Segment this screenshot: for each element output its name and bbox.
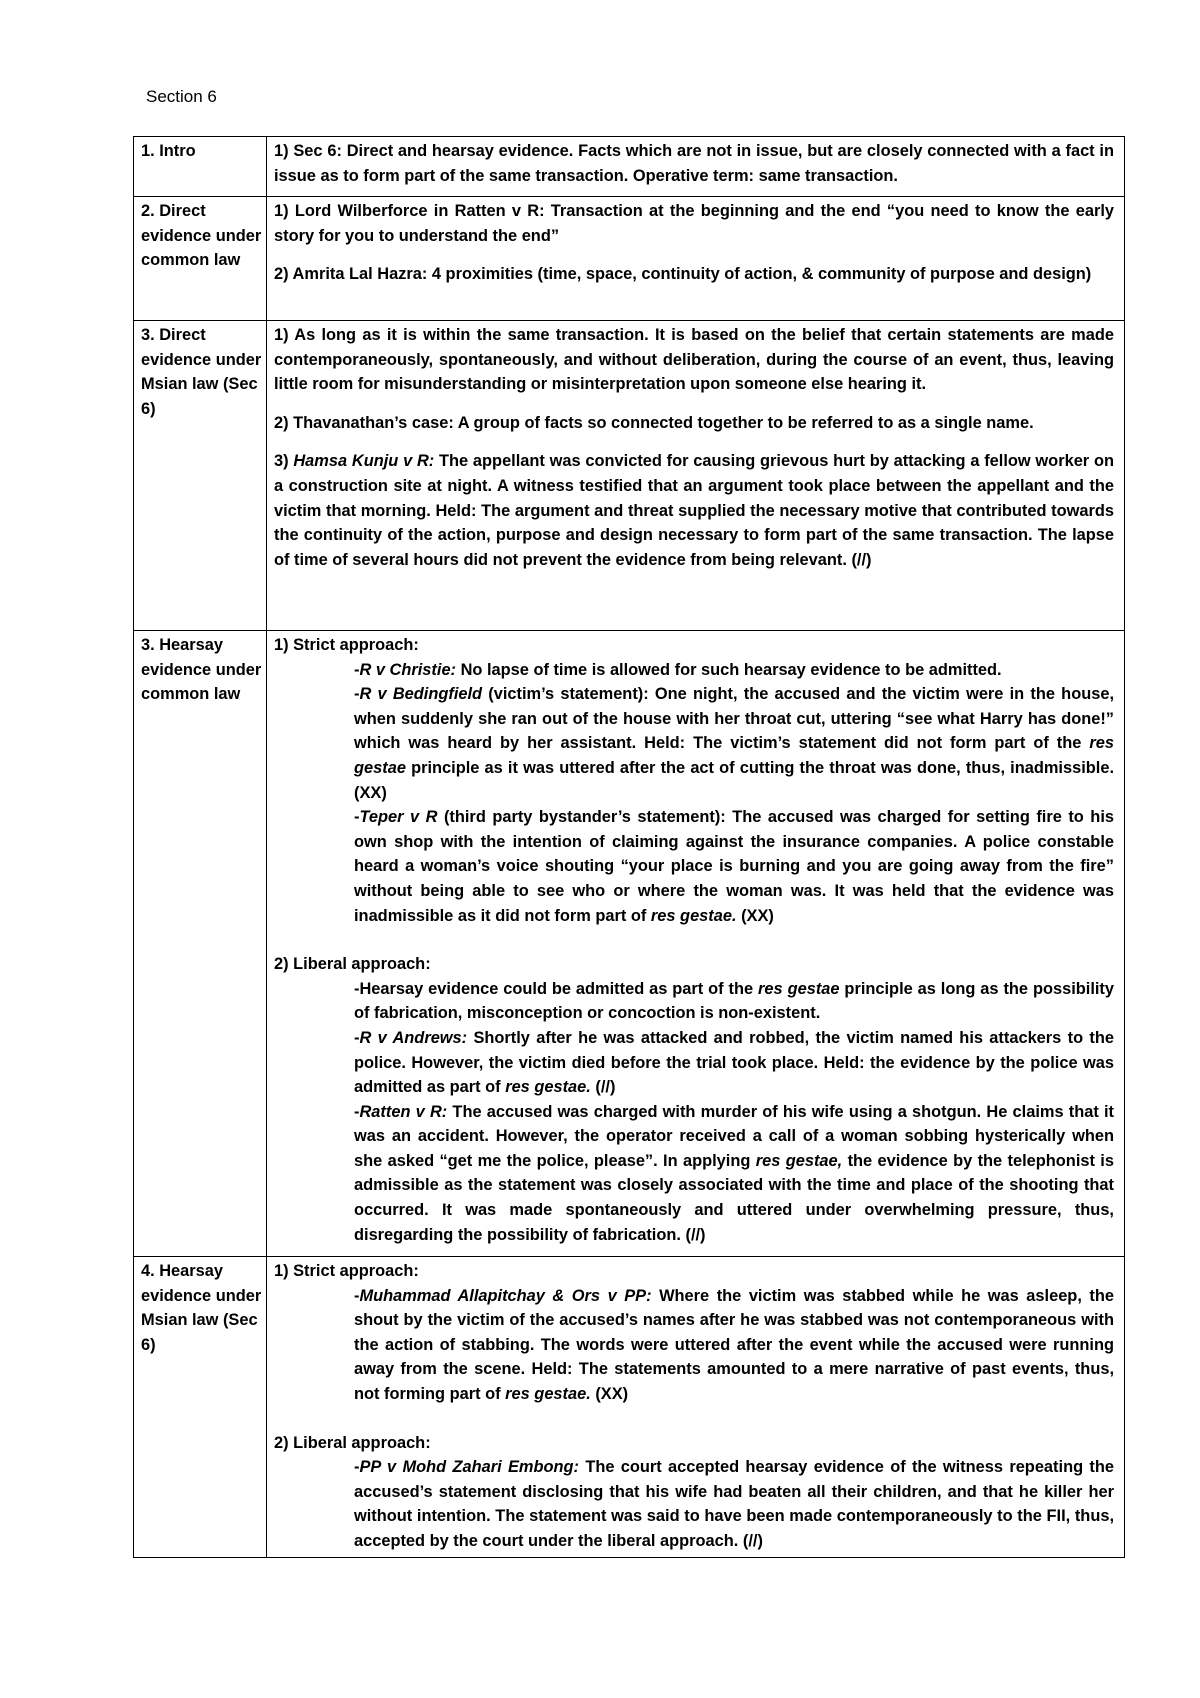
latin-term: res gestae. <box>505 1384 591 1403</box>
latin-term: res gestae <box>354 734 1114 777</box>
case-name: R v Bedingfield <box>359 685 483 704</box>
approach-label: 1) Strict approach: <box>274 1262 419 1280</box>
case-name: Teper v R <box>359 808 438 827</box>
case-item: -Ratten v R: The accused was charged with murder of his wife using a shotgun. He claims that it was an accident. However, the operator received a call of a woman sobbing hysterically when she asked “get me the police, please”. In applying res gestae, the evidence by the telephonist is admissible as the statement was closely associated with the time and place of the shooting that occurred. It was made spontaneously and uttered under overwhelming pressure, thus, disregarding the possibility of fabrication. (//) <box>354 1102 1114 1244</box>
case-name: Ratten v R: <box>359 1102 448 1121</box>
latin-term: res gestae <box>758 979 840 998</box>
case-name: R v Andrews: <box>359 1028 468 1047</box>
topic-cell: 4. Hearsay evidence under Msian law (Sec 6) <box>134 1257 267 1558</box>
content-cell <box>267 631 1125 1257</box>
topic-cell: 3. Hearsay evidence under common law <box>134 631 267 1257</box>
case-name: Hamsa Kunju v R: <box>293 452 435 471</box>
point: 1) Sec 6: Direct and hearsay evidence. Facts which are not in issue, but are closely connected with a fact in issue as to form part of the same transaction. Operative term: same transaction. <box>274 142 1114 185</box>
case-item: -Muhammad Allapitchay & Ors v PP: Where the victim was stabbed while he was asleep, the shout by the victim of the accused’s names after he was stabbed was not contemporaneous with the action of stabbing. The words were uttered after the event while the accused were running away from the scene. Held: The statements amounted to a mere narrative of past events, thus, not forming part of res gestae. (XX) <box>354 1286 1114 1403</box>
table-row <box>134 137 1125 197</box>
page-title: Section 6 <box>146 87 217 106</box>
table-row <box>134 321 1125 631</box>
case-item: -R v Christie: No lapse of time is allowed for such hearsay evidence to be admitted. <box>354 660 1002 679</box>
approach-label: 2) Liberal approach: <box>274 955 431 974</box>
point: 2) Thavanathan’s case: A group of facts so connected together to be referred to as a single name. <box>274 413 1034 432</box>
topic-cell: 2. Direct evidence under common law <box>134 197 267 321</box>
approach-label: 1) Strict approach: <box>274 636 419 654</box>
case-name: Muhammad Allapitchay & Ors v PP: <box>359 1286 652 1305</box>
table-row <box>134 1257 1125 1558</box>
case-item: -PP v Mohd Zahari Embong: The court accepted hearsay evidence of the witness repeating the accused’s statement disclosing that his wife had beaten all their children, and that he killer her without intention. The statement was said to have been made contemporaneously to the FII, thus, accepted by the court under the liberal approach. (//) <box>354 1458 1114 1550</box>
point: 3) Hamsa Kunju v R: The appellant was convicted for causing grievous hurt by attacking a fellow worker on a construction site at night. A witness testified that an argument took place between the appellant and the victim that morning. Held: The argument and threat supplied the necessary motive that contributed towards the continuity of the action, purpose and design necessary to form part of the same transaction. The lapse of time of several hours did not prevent the evidence from being relevant. (//) <box>274 452 1114 569</box>
latin-term: res gestae. <box>650 906 737 925</box>
case-name: R v Christie: <box>359 660 457 679</box>
latin-term: res gestae. <box>505 1078 591 1097</box>
case-item: -R v Bedingfield (victim’s statement): One night, the accused and the victim were in the house, when suddenly she ran out of the house with her throat cut, uttering “see what Harry has done!” which was heard by her assistant. Held: The victim’s statement did not form part of the res gestae principle as it was uttered after the act of cutting the throat was done, thus, inadmissible. (XX) <box>354 685 1114 802</box>
table-row <box>134 631 1125 1257</box>
case-item: -R v Andrews: Shortly after he was attacked and robbed, the victim named his attackers to the police. However, the victim died before the trial took place. Held: the evidence by the police was admitted as part of res gestae. (//) <box>354 1028 1114 1097</box>
case-item: -Hearsay evidence could be admitted as part of the res gestae principle as long as the possibility of fabrication, misconception or concoction is non-existent. <box>354 979 1115 1023</box>
case-item: -Teper v R (third party bystander’s statement): The accused was charged for setting fire to his own shop with the intention of claiming against the insurance companies. A police constable heard a woman’s voice shouting “your place is burning and you are going away from the fire” without being able to see who or where the woman was. It was held that the evidence was inadmissible as it did not form part of res gestae. (XX) <box>354 808 1114 925</box>
notes-table <box>133 136 1125 1558</box>
point: 1) As long as it is within the same transaction. It is based on the belief that certain statements are made contemporaneously, spontaneously, and without deliberation, during the course of an event, thus, leaving little room for misunderstanding or misinterpretation upon someone else hearing it. <box>274 326 1114 394</box>
content-cell <box>267 1257 1125 1558</box>
case-name: PP v Mohd Zahari Embong: <box>359 1458 579 1477</box>
approach-label: 2) Liberal approach: <box>274 1433 431 1452</box>
topic-cell: 3. Direct evidence under Msian law (Sec 6) <box>134 321 267 631</box>
content-cell <box>267 197 1125 321</box>
point: 1) Lord Wilberforce in Ratten v R: Transaction at the beginning and the end “you need to know the early story for you to understand the end” <box>274 202 1114 245</box>
topic-cell: 1. Intro <box>134 137 267 197</box>
content-cell <box>267 137 1125 197</box>
latin-term: res gestae, <box>755 1151 843 1170</box>
table-row <box>134 197 1125 321</box>
content-cell <box>267 321 1125 631</box>
point: 2) Amrita Lal Hazra: 4 proximities (time, space, continuity of action, & community of purpose and design) <box>274 265 1092 284</box>
